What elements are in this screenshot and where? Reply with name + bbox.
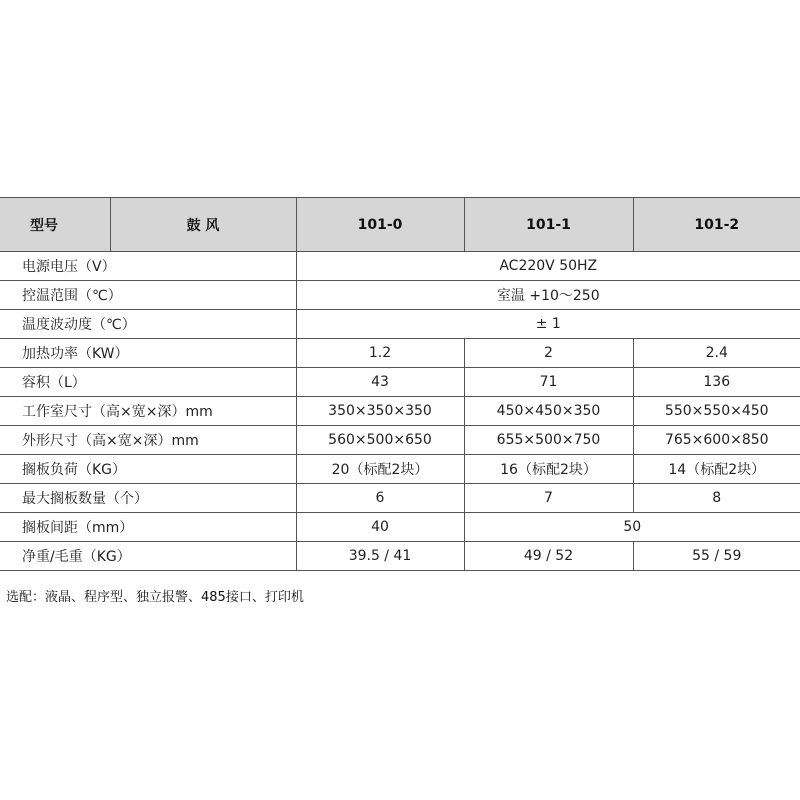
row-value: 50 bbox=[464, 513, 800, 542]
row-value: 39.5 / 41 bbox=[296, 542, 464, 571]
row-label: 搁板间距（mm） bbox=[0, 513, 296, 542]
row-label: 容积（L） bbox=[0, 368, 296, 397]
table-row bbox=[0, 542, 800, 571]
row-label: 外形尺寸（高×宽×深）mm bbox=[0, 426, 296, 455]
row-value: 43 bbox=[296, 368, 464, 397]
row-value: 2.4 bbox=[633, 339, 800, 368]
row-value: 2 bbox=[464, 339, 633, 368]
table-row bbox=[0, 252, 800, 281]
row-label: 加热功率（KW） bbox=[0, 339, 296, 368]
row-label: 搁板负荷（KG） bbox=[0, 455, 296, 484]
row-value: 450×450×350 bbox=[464, 397, 633, 426]
table-row bbox=[0, 455, 800, 484]
row-label: 工作室尺寸（高×宽×深）mm bbox=[0, 397, 296, 426]
row-label: 控温范围（℃） bbox=[0, 281, 296, 310]
row-value: 350×350×350 bbox=[296, 397, 464, 426]
table-row bbox=[0, 397, 800, 426]
row-value: 136 bbox=[633, 368, 800, 397]
row-value: 655×500×750 bbox=[464, 426, 633, 455]
row-value: 1.2 bbox=[296, 339, 464, 368]
row-value: 49 / 52 bbox=[464, 542, 633, 571]
row-value: 8 bbox=[633, 484, 800, 513]
table-row bbox=[0, 484, 800, 513]
table-row bbox=[0, 339, 800, 368]
row-value: 6 bbox=[296, 484, 464, 513]
header-model-101-0: 101-0 bbox=[296, 198, 464, 252]
table-row bbox=[0, 281, 800, 310]
row-value: 765×600×850 bbox=[633, 426, 800, 455]
row-value: 20（标配2块） bbox=[296, 455, 464, 484]
row-label: 净重/毛重（KG） bbox=[0, 542, 296, 571]
row-value: AC220V 50HZ bbox=[296, 252, 800, 281]
table-row bbox=[0, 426, 800, 455]
row-label: 最大搁板数量（个） bbox=[0, 484, 296, 513]
table-row bbox=[0, 310, 800, 339]
options-note: 选配：液晶、程序型、独立报警、485接口、打印机 bbox=[6, 590, 304, 605]
header-model-101-2: 101-2 bbox=[633, 198, 800, 252]
table-row bbox=[0, 513, 800, 542]
row-value: 14（标配2块） bbox=[633, 455, 800, 484]
row-value: 室温 +10～250 bbox=[296, 281, 800, 310]
header-fan: 鼓 风 bbox=[110, 198, 296, 252]
header-model: 型号 bbox=[0, 198, 110, 252]
row-value: 7 bbox=[464, 484, 633, 513]
table-row bbox=[0, 368, 800, 397]
spec-table bbox=[0, 197, 800, 571]
header-model-101-1: 101-1 bbox=[464, 198, 633, 252]
row-value: 71 bbox=[464, 368, 633, 397]
row-value: 550×550×450 bbox=[633, 397, 800, 426]
row-value: 55 / 59 bbox=[633, 542, 800, 571]
row-value: ± 1 bbox=[296, 310, 800, 339]
row-value: 560×500×650 bbox=[296, 426, 464, 455]
table-header-row bbox=[0, 198, 800, 252]
row-value: 16（标配2块） bbox=[464, 455, 633, 484]
row-value: 40 bbox=[296, 513, 464, 542]
row-label: 电源电压（V） bbox=[0, 252, 296, 281]
row-label: 温度波动度（℃） bbox=[0, 310, 296, 339]
